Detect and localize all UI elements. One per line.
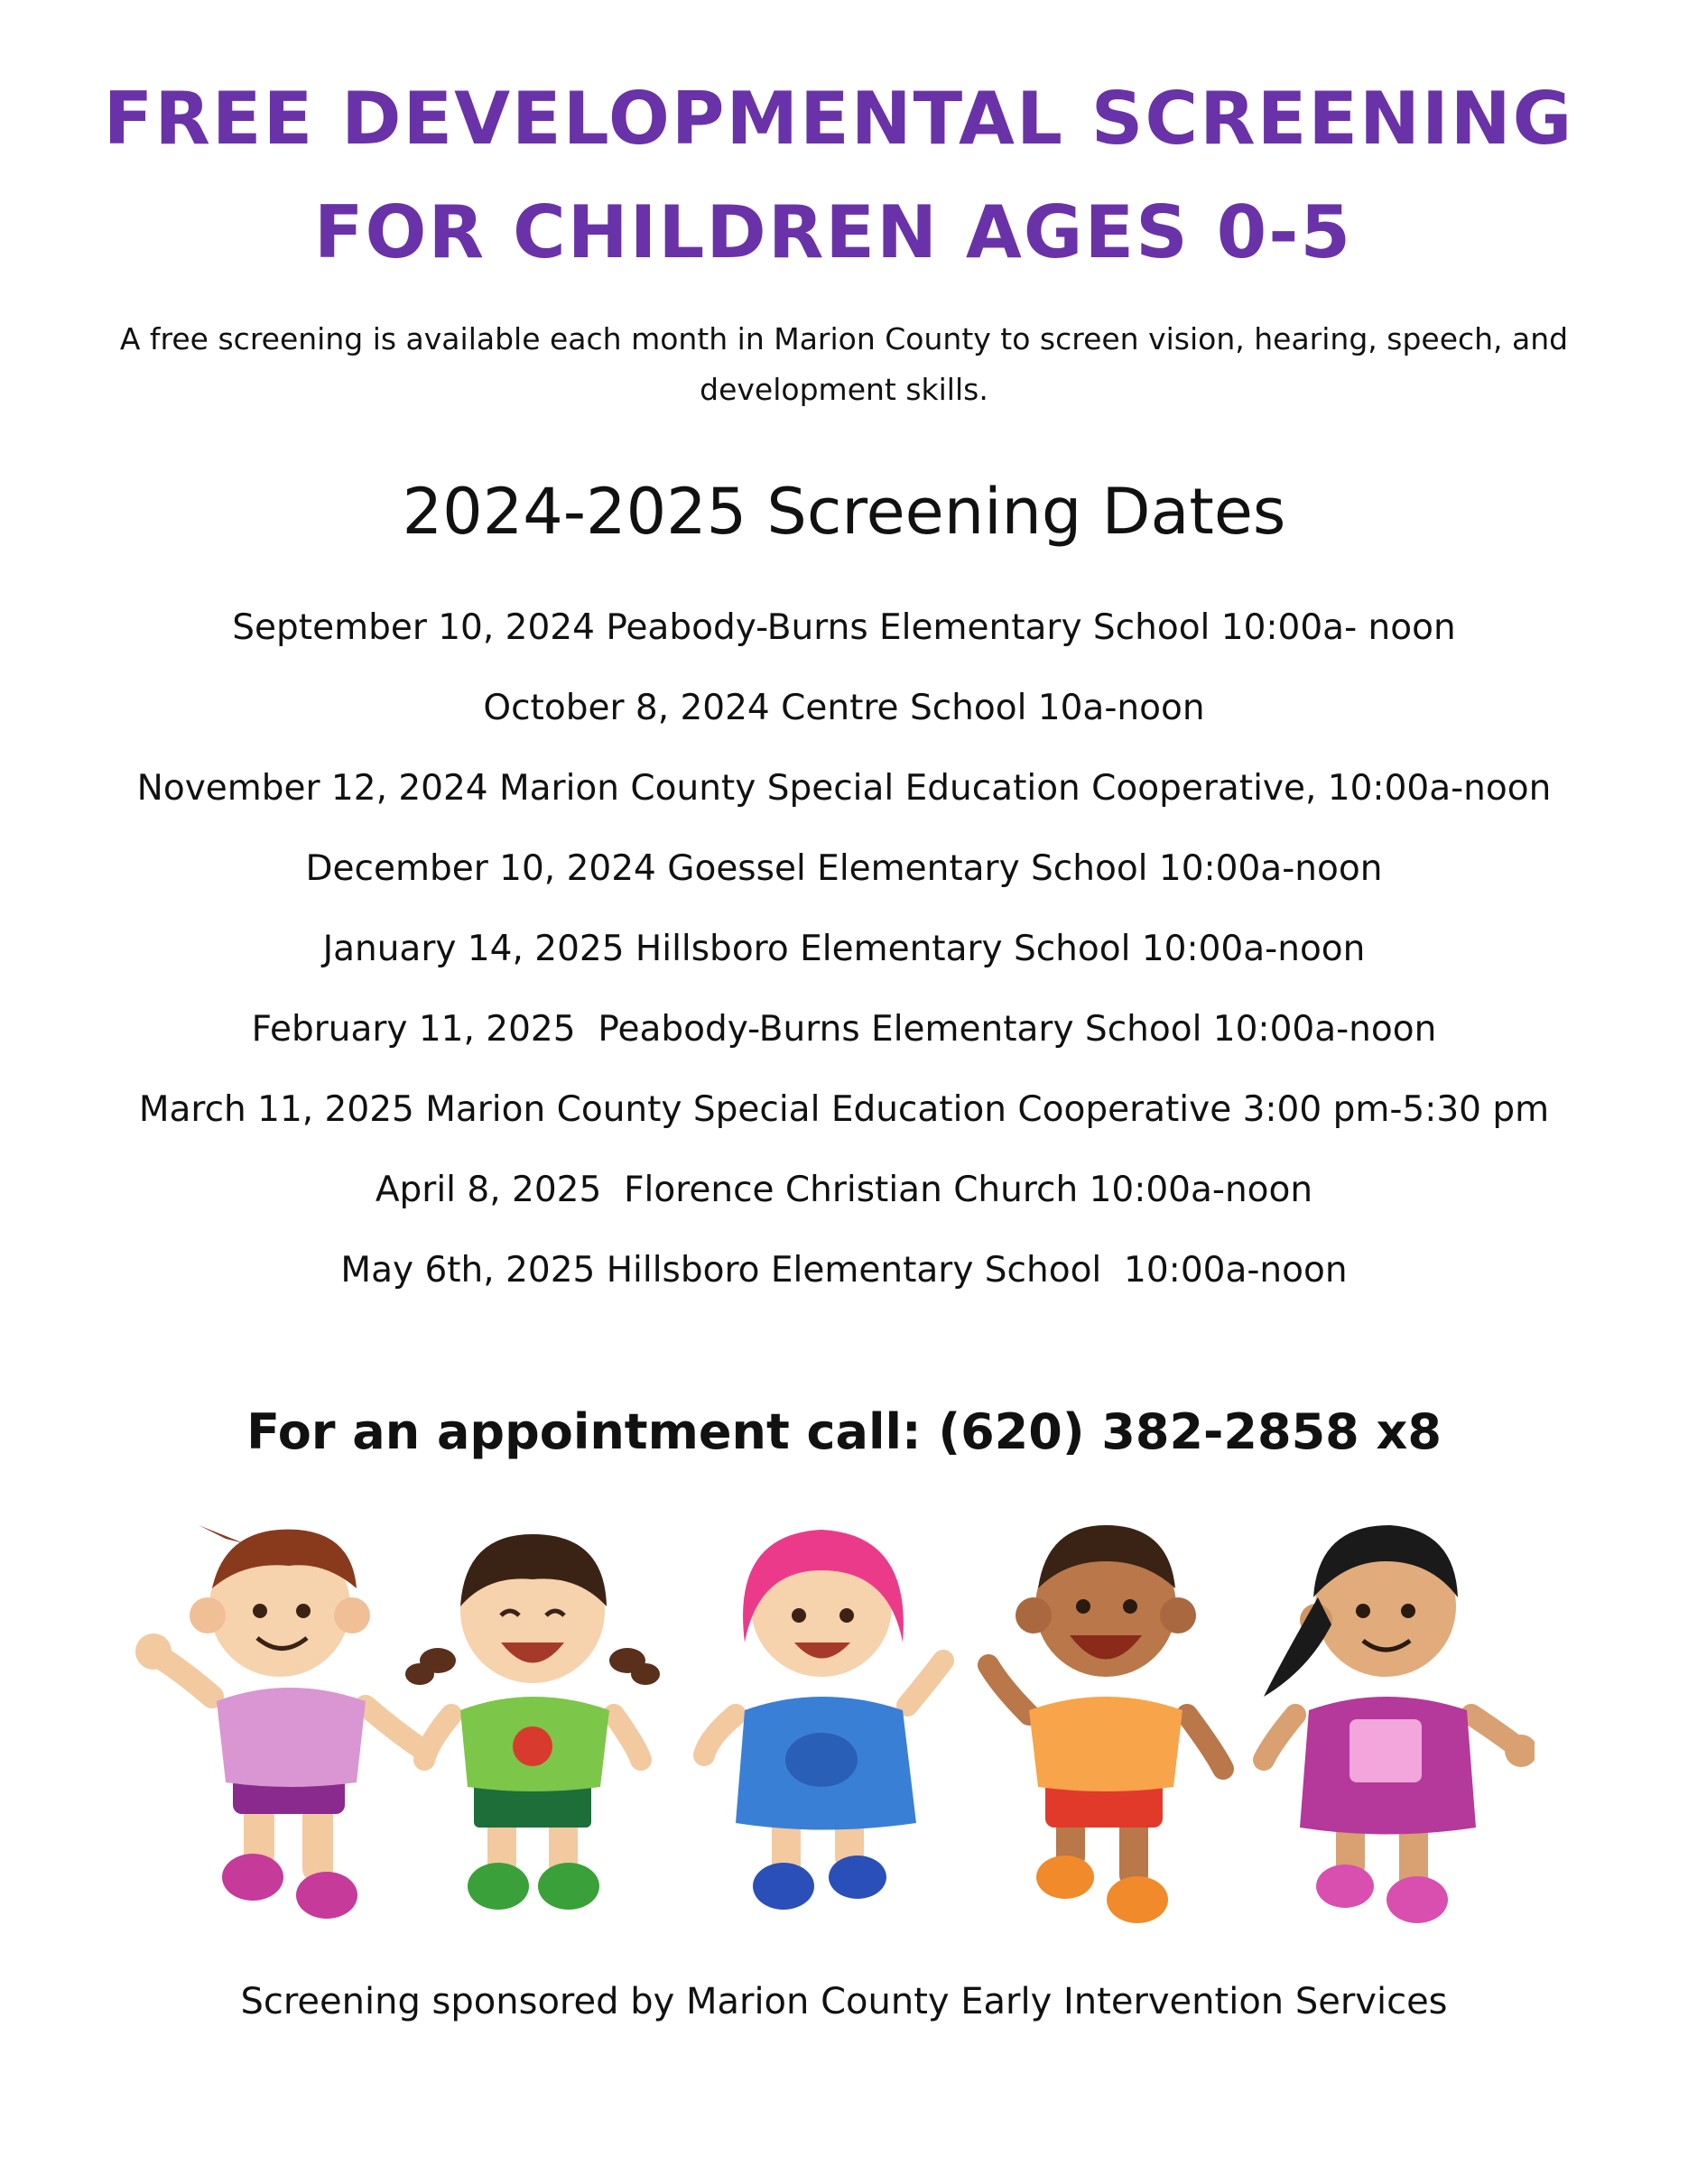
title-line-2: FOR CHILDREN AGES 0-5 [313, 190, 1353, 274]
date-item: March 11, 2025 Marion County Special Education Cooperative 3:00 pm-5:30 pm [138, 1089, 1550, 1130]
child-girl-pigtails-figure [405, 1534, 660, 1910]
date-item: January 14, 2025 Hillsboro Elementary School 10:00a-noon [322, 929, 1366, 969]
date-item: October 8, 2024 Centre School 10a-noon [483, 688, 1205, 728]
date-item: February 11, 2025 Peabody-Burns Elementary School 10:00a-noon [251, 1009, 1437, 1050]
dates-heading: 2024-2025 Screening Dates [402, 475, 1286, 549]
sponsor-text: Screening sponsored by Marion County Early Intervention Services [240, 1981, 1448, 2022]
title-line-1: FREE DEVELOPMENTAL SCREENING [103, 77, 1574, 161]
children-illustration [126, 1489, 1535, 1940]
child-boy-figure [135, 1525, 424, 1919]
appointment-phone: For an appointment call: (620) 382-2858 x8 [246, 1403, 1442, 1460]
intro-text-line-1: A free screening is available each month in Marion County to screen vision, hearing, speech, and [119, 321, 1569, 356]
child-girl-ponytail-figure [1264, 1525, 1535, 1923]
child-boy-curly-hair-figure [988, 1525, 1223, 1923]
child-girl-pink-hair-figure [704, 1530, 943, 1910]
screening-dates-list [0, 596, 1688, 1319]
intro-text-line-2: development skills. [700, 372, 988, 407]
date-item: December 10, 2024 Goessel Elementary School 10:00a-noon [305, 848, 1383, 889]
date-item: May 6th, 2025 Hillsboro Elementary School 10:00a-noon [340, 1250, 1348, 1291]
date-item: November 12, 2024 Marion County Special Education Cooperative, 10:00a-noon [136, 768, 1552, 809]
date-item: April 8, 2025 Florence Christian Church 10:00a-noon [375, 1170, 1313, 1210]
date-item: September 10, 2024 Peabody-Burns Elementary School 10:00a- noon [232, 607, 1456, 648]
